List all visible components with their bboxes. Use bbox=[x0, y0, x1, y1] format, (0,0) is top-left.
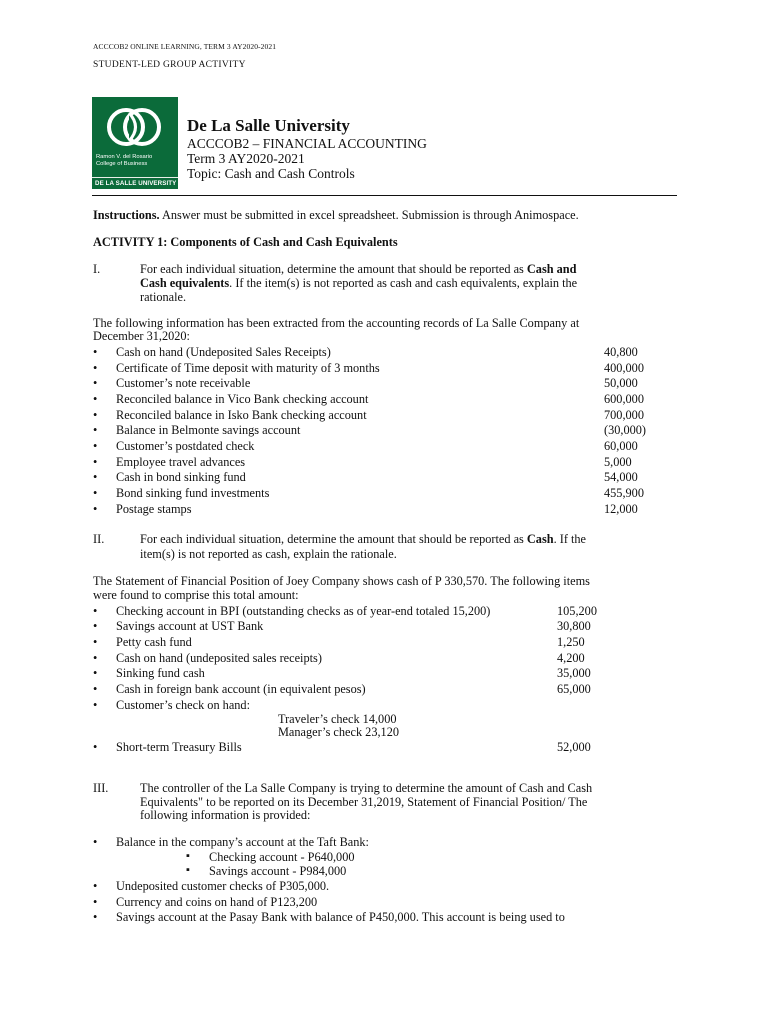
list-item-amount: 50,000 bbox=[604, 376, 638, 390]
list-item: • Customer’s check on hand: bbox=[116, 698, 250, 713]
list-item: • Balance in the company’s account at the Taft Bank: bbox=[116, 835, 369, 850]
list-item: • Savings account at the Pasay Bank with balance of P450,000. This account is being used to bbox=[116, 910, 565, 925]
list-item: • Currency and coins on hand of P123,200 bbox=[116, 895, 317, 910]
list-item-amount: 4,200 bbox=[557, 651, 585, 665]
section2-line1-bold: Cash bbox=[526, 532, 554, 546]
list-item-amount: 455,900 bbox=[604, 486, 644, 500]
section3-line3: following information is provided: bbox=[140, 808, 311, 822]
section3-line2: Equivalents" to be reported on its December 31,2019, Statement of Financial Position/ The bbox=[140, 795, 588, 809]
university-logo bbox=[92, 97, 178, 189]
list-item: • Certificate of Time deposit with maturity of 3 months bbox=[116, 361, 380, 376]
list-item: • Savings account at UST Bank bbox=[116, 619, 263, 634]
list-item: • Cash on hand (undeposited sales receipts) bbox=[116, 651, 322, 666]
logo-band bbox=[92, 177, 178, 189]
list-item-amount: 400,000 bbox=[604, 361, 644, 375]
list-item: • Bond sinking fund investments bbox=[116, 486, 269, 501]
sub-list-item: ▪ Checking account - P640,000 bbox=[209, 850, 355, 865]
list-item: • Petty cash fund bbox=[116, 635, 192, 650]
sub-list-item: ▪ Savings account - P984,000 bbox=[209, 864, 346, 879]
list-item-amount: 12,000 bbox=[604, 502, 638, 516]
list-item: • Employee travel advances bbox=[116, 455, 245, 470]
section2-line2: item(s) is not reported as cash, explain the rationale. bbox=[140, 547, 397, 561]
list-item: • Checking account in BPI (outstanding checks as of year-end totaled 15,200) bbox=[116, 604, 490, 619]
list-item-amount: 52,000 bbox=[557, 740, 591, 754]
list-item: • Reconciled balance in Vico Bank checking account bbox=[116, 392, 368, 407]
section1-line1-bold: Cash and bbox=[526, 262, 577, 276]
section2-line1-text: For each individual situation, determine the amount that should be reported as bbox=[140, 532, 527, 546]
section1-intro-line1: The following information has been extracted from the accounting records of La Salle Company at bbox=[93, 316, 580, 330]
section1-line1-text: For each individual situation, determine the amount that should be reported as bbox=[140, 262, 527, 276]
list-item-amount: 60,000 bbox=[604, 439, 638, 453]
list-item-amount: 65,000 bbox=[557, 682, 591, 696]
topic-label: Topic: Cash and Cash Controls bbox=[187, 166, 355, 181]
section2-intro-line2: were found to comprise this total amount: bbox=[93, 588, 299, 602]
term-label: Term 3 AY2020-2021 bbox=[187, 151, 305, 166]
list-item-amount: 5,000 bbox=[604, 455, 632, 469]
section3-line1: The controller of the La Salle Company is trying to determine the amount of Cash and Cash bbox=[140, 781, 593, 795]
list-item-amount: (30,000) bbox=[604, 423, 647, 437]
activity-title: ACTIVITY 1: Components of Cash and Cash Equivalents bbox=[93, 235, 398, 249]
logo-college-text: Ramon V. del Rosario College of Business bbox=[96, 154, 153, 167]
section2-intro-line1: The Statement of Financial Position of Joey Company shows cash of P 330,570. The following items bbox=[93, 574, 590, 588]
instructions bbox=[93, 208, 579, 223]
section3-numeral: III. bbox=[93, 781, 109, 795]
list-item-amount: 105,200 bbox=[557, 604, 597, 618]
header-divider bbox=[92, 195, 677, 196]
section1-line2-bold: Cash equivalents bbox=[140, 276, 230, 290]
list-item: • Sinking fund cash bbox=[116, 666, 205, 681]
sub-list-item: Traveler’s check 14,000 bbox=[278, 712, 397, 726]
section1-line3: rationale. bbox=[140, 290, 187, 304]
logo-university-text: DE LA SALLE UNIVERSITY bbox=[95, 180, 177, 187]
section1-intro-line2: December 31,2020: bbox=[93, 329, 190, 343]
list-item: • Customer’s note receivable bbox=[116, 376, 250, 391]
sub-list-item: Manager’s check 23,120 bbox=[278, 725, 399, 739]
university-name: De La Salle University bbox=[187, 116, 350, 135]
list-item-amount: 30,800 bbox=[557, 619, 591, 633]
section2-line1-tail: . If the bbox=[553, 532, 587, 546]
section2-numeral: II. bbox=[93, 532, 105, 546]
running-header: ACCCOB2 ONLINE LEARNING, TERM 3 AY2020-2021 bbox=[93, 42, 277, 51]
section1-line1 bbox=[140, 262, 576, 277]
list-item: • Customer’s postdated check bbox=[116, 439, 254, 454]
list-item: • Undeposited customer checks of P305,000. bbox=[116, 879, 329, 894]
section1-line2 bbox=[140, 276, 577, 291]
list-item: • Balance in Belmonte savings account bbox=[116, 423, 300, 438]
list-item-amount: 54,000 bbox=[604, 470, 638, 484]
list-item-amount: 600,000 bbox=[604, 392, 644, 406]
list-item-amount: 1,250 bbox=[557, 635, 585, 649]
list-item-amount: 700,000 bbox=[604, 408, 644, 422]
instructions-label: Instructions. bbox=[93, 208, 160, 222]
list-item-amount: 40,800 bbox=[604, 345, 638, 359]
section2-line1 bbox=[140, 532, 586, 547]
list-item: • Cash in foreign bank account (in equivalent pesos) bbox=[116, 682, 366, 697]
list-item: • Postage stamps bbox=[116, 502, 192, 517]
activity-type-header: STUDENT-LED GROUP ACTIVITY bbox=[93, 60, 246, 70]
list-item: • Cash in bond sinking fund bbox=[116, 470, 246, 485]
course-title: ACCCOB2 – FINANCIAL ACCOUNTING bbox=[187, 136, 427, 151]
section1-line2-text: . If the item(s) is not reported as cash and cash equivalents, explain the bbox=[229, 276, 578, 290]
list-item: • Short-term Treasury Bills bbox=[116, 740, 242, 755]
list-item: • Reconciled balance in Isko Bank checking account bbox=[116, 408, 367, 423]
list-item-amount: 35,000 bbox=[557, 666, 591, 680]
logo-emblem-icon bbox=[92, 97, 178, 157]
instructions-text: Answer must be submitted in excel spreadsheet. Submission is through Animospace. bbox=[159, 208, 579, 222]
list-item: • Cash on hand (Undeposited Sales Receipts) bbox=[116, 345, 331, 360]
section1-numeral: I. bbox=[93, 262, 101, 276]
